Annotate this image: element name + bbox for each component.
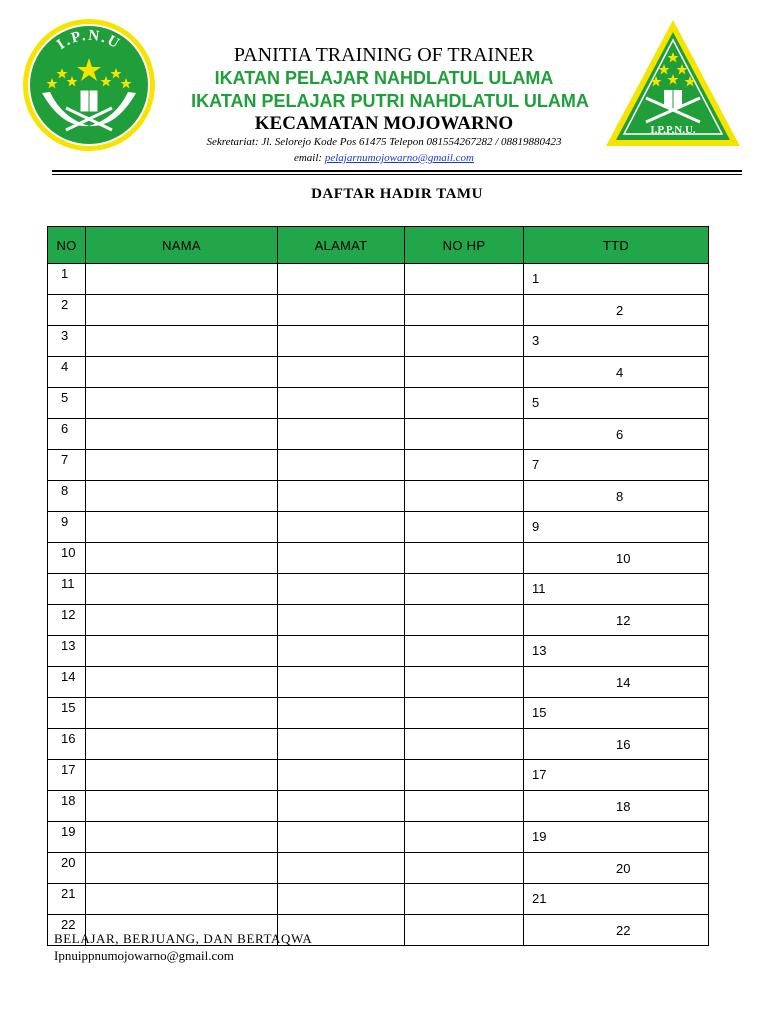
address-cell bbox=[278, 450, 405, 481]
row-number: 12 bbox=[48, 605, 86, 636]
address-cell bbox=[278, 729, 405, 760]
table-row bbox=[48, 481, 709, 512]
column-header-no: NO bbox=[48, 227, 86, 264]
name-cell bbox=[86, 853, 278, 884]
name-cell bbox=[86, 729, 278, 760]
signature-cell bbox=[524, 915, 709, 946]
name-cell bbox=[86, 636, 278, 667]
phone-cell bbox=[405, 791, 524, 822]
table-row bbox=[48, 605, 709, 636]
signature-cell bbox=[524, 698, 709, 729]
table-row bbox=[48, 698, 709, 729]
row-number: 5 bbox=[48, 388, 86, 419]
name-cell bbox=[86, 574, 278, 605]
signature-cell bbox=[524, 853, 709, 884]
name-cell bbox=[86, 884, 278, 915]
phone-cell bbox=[405, 419, 524, 450]
table-row bbox=[48, 729, 709, 760]
secretariat-address: Sekretariat: Jl. Selorejo Kode Pos 61475 Telepon 081554267282 / 08819880423 bbox=[206, 136, 562, 148]
phone-cell bbox=[405, 512, 524, 543]
signature-cell bbox=[524, 512, 709, 543]
row-number: 3 bbox=[48, 326, 86, 357]
row-number: 8 bbox=[48, 481, 86, 512]
address-cell bbox=[278, 574, 405, 605]
signature-cell bbox=[524, 760, 709, 791]
email-link[interactable]: pelajarnumojowarno@gmail.com bbox=[324, 152, 474, 164]
signature-cell bbox=[524, 419, 709, 450]
phone-cell bbox=[405, 822, 524, 853]
phone-cell bbox=[405, 667, 524, 698]
signature-cell bbox=[524, 450, 709, 481]
phone-cell bbox=[405, 853, 524, 884]
signature-number: 10 bbox=[616, 551, 631, 566]
signature-number: 14 bbox=[616, 675, 631, 690]
signature-number: 16 bbox=[616, 737, 631, 752]
name-cell bbox=[86, 264, 278, 295]
table-row bbox=[48, 295, 709, 326]
address-cell bbox=[278, 326, 405, 357]
signature-number: 20 bbox=[616, 861, 631, 876]
signature-number: 17 bbox=[532, 767, 547, 782]
committee-title: PANITIA TRAINING OF TRAINER bbox=[233, 44, 535, 66]
row-number: 6 bbox=[48, 419, 86, 450]
org-name-ippnu: IKATAN PELAJAR PUTRI NAHDLATUL ULAMA bbox=[191, 91, 589, 111]
address-cell bbox=[278, 605, 405, 636]
row-number: 1 bbox=[48, 264, 86, 295]
address-cell bbox=[278, 264, 405, 295]
address-cell bbox=[278, 388, 405, 419]
table-row bbox=[48, 388, 709, 419]
phone-cell bbox=[405, 264, 524, 295]
signature-number: 13 bbox=[532, 643, 547, 658]
table-row bbox=[48, 853, 709, 884]
signature-number: 11 bbox=[532, 581, 546, 596]
signature-number: 3 bbox=[532, 333, 540, 348]
row-number: 11 bbox=[48, 574, 86, 605]
document-title: DAFTAR HADIR TAMU bbox=[311, 186, 483, 202]
signature-number: 2 bbox=[616, 303, 624, 318]
row-number: 15 bbox=[48, 698, 86, 729]
name-cell bbox=[86, 822, 278, 853]
name-cell bbox=[86, 667, 278, 698]
address-cell bbox=[278, 295, 405, 326]
row-number: 22 bbox=[48, 915, 86, 946]
name-cell bbox=[86, 791, 278, 822]
header-divider-thin bbox=[52, 174, 742, 175]
org-name-ipnu: IKATAN PELAJAR NAHDLATUL ULAMA bbox=[214, 68, 554, 88]
phone-cell bbox=[405, 543, 524, 574]
table-header-row bbox=[48, 227, 709, 264]
name-cell bbox=[86, 760, 278, 791]
table-row bbox=[48, 884, 709, 915]
address-cell bbox=[278, 512, 405, 543]
signature-number: 15 bbox=[532, 705, 547, 720]
address-cell bbox=[278, 822, 405, 853]
signature-number: 1 bbox=[532, 271, 540, 286]
signature-number: 18 bbox=[616, 799, 631, 814]
signature-number: 4 bbox=[616, 365, 624, 380]
address-cell bbox=[278, 481, 405, 512]
column-header-no-hp: NO HP bbox=[405, 227, 524, 264]
name-cell bbox=[86, 388, 278, 419]
column-header-ttd: TTD bbox=[524, 227, 709, 264]
table-row bbox=[48, 357, 709, 388]
phone-cell bbox=[405, 884, 524, 915]
table-row bbox=[48, 419, 709, 450]
address-cell bbox=[278, 884, 405, 915]
table-row bbox=[48, 791, 709, 822]
email-line bbox=[150, 152, 618, 165]
address-cell bbox=[278, 636, 405, 667]
address-cell bbox=[278, 419, 405, 450]
name-cell bbox=[86, 543, 278, 574]
row-number: 2 bbox=[48, 295, 86, 326]
name-cell bbox=[86, 698, 278, 729]
row-number: 7 bbox=[48, 450, 86, 481]
row-number: 18 bbox=[48, 791, 86, 822]
signature-cell bbox=[524, 729, 709, 760]
signature-number: 8 bbox=[616, 489, 624, 504]
row-number: 20 bbox=[48, 853, 86, 884]
signature-cell bbox=[524, 543, 709, 574]
signature-number: 19 bbox=[532, 829, 547, 844]
signature-cell bbox=[524, 264, 709, 295]
name-cell bbox=[86, 419, 278, 450]
phone-cell bbox=[405, 636, 524, 667]
phone-cell bbox=[405, 915, 524, 946]
name-cell bbox=[86, 295, 278, 326]
signature-number: 21 bbox=[532, 891, 547, 906]
signature-number: 22 bbox=[616, 923, 631, 938]
ipnu-logo bbox=[22, 18, 156, 152]
ipnu-logo-text: I.P.N.U bbox=[54, 27, 124, 54]
address-cell bbox=[278, 698, 405, 729]
table-row bbox=[48, 667, 709, 698]
name-cell bbox=[86, 481, 278, 512]
signature-number: 12 bbox=[616, 613, 631, 628]
attendance-table bbox=[47, 226, 709, 946]
ippnu-logo bbox=[604, 18, 742, 148]
row-number: 17 bbox=[48, 760, 86, 791]
footer-motto: BELAJAR, BERJUANG, DAN BERTAQWA bbox=[54, 931, 313, 946]
column-header-nama: NAMA bbox=[86, 227, 278, 264]
signature-number: 9 bbox=[532, 519, 540, 534]
email-label: email: bbox=[293, 152, 325, 164]
phone-cell bbox=[405, 729, 524, 760]
address-cell bbox=[278, 853, 405, 884]
phone-cell bbox=[405, 388, 524, 419]
row-number: 14 bbox=[48, 667, 86, 698]
row-number: 4 bbox=[48, 357, 86, 388]
table-row bbox=[48, 512, 709, 543]
signature-cell bbox=[524, 822, 709, 853]
address-cell bbox=[278, 543, 405, 574]
phone-cell bbox=[405, 326, 524, 357]
table-row bbox=[48, 822, 709, 853]
phone-cell bbox=[405, 357, 524, 388]
signature-number: 7 bbox=[532, 457, 540, 472]
signature-number: 5 bbox=[532, 395, 540, 410]
phone-cell bbox=[405, 481, 524, 512]
row-number: 19 bbox=[48, 822, 86, 853]
row-number: 13 bbox=[48, 636, 86, 667]
signature-cell bbox=[524, 884, 709, 915]
signature-cell bbox=[524, 636, 709, 667]
name-cell bbox=[86, 357, 278, 388]
name-cell bbox=[86, 326, 278, 357]
phone-cell bbox=[405, 450, 524, 481]
phone-cell bbox=[405, 295, 524, 326]
address-cell bbox=[278, 760, 405, 791]
name-cell bbox=[86, 450, 278, 481]
address-cell bbox=[278, 667, 405, 698]
name-cell bbox=[86, 512, 278, 543]
phone-cell bbox=[405, 574, 524, 605]
footer-email: Ipnuippnumojowarno@gmail.com bbox=[54, 948, 234, 963]
address-cell bbox=[278, 791, 405, 822]
table-row bbox=[48, 636, 709, 667]
row-number: 9 bbox=[48, 512, 86, 543]
signature-cell bbox=[524, 295, 709, 326]
phone-cell bbox=[405, 605, 524, 636]
table-row bbox=[48, 326, 709, 357]
table-row bbox=[48, 450, 709, 481]
row-number: 21 bbox=[48, 884, 86, 915]
phone-cell bbox=[405, 760, 524, 791]
header-divider bbox=[52, 170, 742, 172]
table-row bbox=[48, 543, 709, 574]
signature-number: 6 bbox=[616, 427, 624, 442]
signature-cell bbox=[524, 791, 709, 822]
signature-cell bbox=[524, 481, 709, 512]
column-header-alamat: ALAMAT bbox=[278, 227, 405, 264]
signature-cell bbox=[524, 605, 709, 636]
table-row bbox=[48, 264, 709, 295]
row-number: 10 bbox=[48, 543, 86, 574]
name-cell bbox=[86, 605, 278, 636]
signature-cell bbox=[524, 388, 709, 419]
signature-cell bbox=[524, 667, 709, 698]
signature-cell bbox=[524, 326, 709, 357]
district-name: KECAMATAN MOJOWARNO bbox=[254, 113, 514, 134]
signature-cell bbox=[524, 357, 709, 388]
signature-cell bbox=[524, 574, 709, 605]
address-cell bbox=[278, 357, 405, 388]
table-row bbox=[48, 574, 709, 605]
ippnu-logo-text: I.P.P.N.U. bbox=[650, 124, 696, 136]
row-number: 16 bbox=[48, 729, 86, 760]
table-row bbox=[48, 760, 709, 791]
phone-cell bbox=[405, 698, 524, 729]
